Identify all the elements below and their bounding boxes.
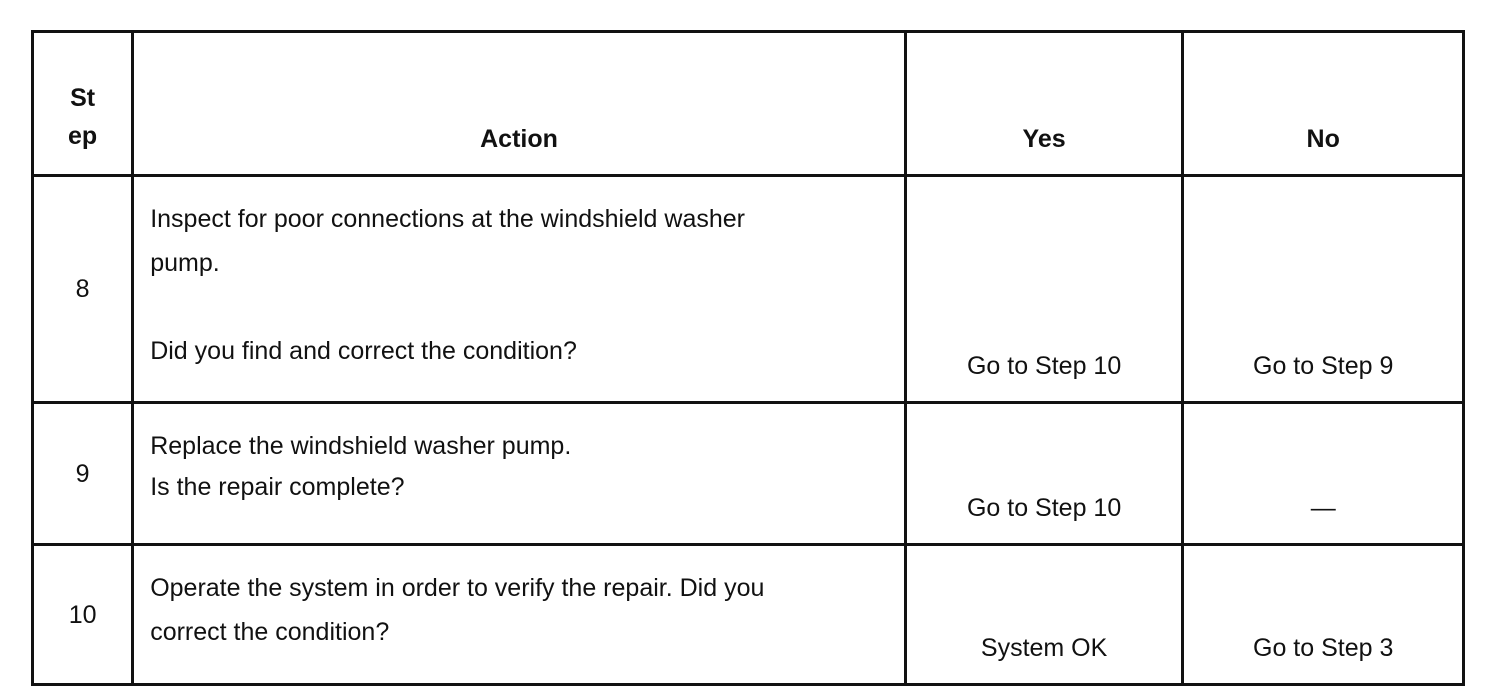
action-text: Operate the system in order to verify the repair. Did you bbox=[150, 574, 765, 602]
action-cell bbox=[133, 403, 906, 545]
action-question: correct the condition? bbox=[150, 618, 390, 646]
spacer bbox=[150, 285, 894, 329]
yes-result: System OK bbox=[905, 545, 1183, 685]
action-cell bbox=[133, 176, 906, 403]
action-question: Is the repair complete? bbox=[150, 473, 405, 501]
step-number: 8 bbox=[33, 176, 133, 403]
header-step bbox=[33, 32, 133, 176]
table-row bbox=[33, 545, 1464, 685]
header-row bbox=[33, 32, 1464, 176]
header-step-line-2: ep bbox=[68, 122, 98, 150]
header-step-line-1: St bbox=[70, 84, 96, 112]
action-cell bbox=[133, 545, 906, 685]
action-text: pump. bbox=[150, 249, 220, 277]
action-question: Did you find and correct the condition? bbox=[150, 337, 577, 365]
diagnostic-table bbox=[31, 30, 1465, 686]
no-result: Go to Step 3 bbox=[1183, 545, 1464, 685]
no-result: — bbox=[1183, 403, 1464, 545]
header-no: No bbox=[1183, 32, 1464, 176]
header-yes: Yes bbox=[905, 32, 1183, 176]
action-text: Inspect for poor connections at the windshield washer bbox=[150, 205, 745, 233]
yes-result: Go to Step 10 bbox=[905, 403, 1183, 545]
no-result: Go to Step 9 bbox=[1183, 176, 1464, 403]
yes-result: Go to Step 10 bbox=[905, 176, 1183, 403]
table-header bbox=[33, 32, 1464, 176]
table-row bbox=[33, 176, 1464, 403]
table-body bbox=[33, 176, 1464, 685]
action-text: Replace the windshield washer pump. bbox=[150, 432, 572, 460]
table-row bbox=[33, 403, 1464, 545]
step-number: 9 bbox=[33, 403, 133, 545]
step-number: 10 bbox=[33, 545, 133, 685]
header-action: Action bbox=[133, 32, 906, 176]
